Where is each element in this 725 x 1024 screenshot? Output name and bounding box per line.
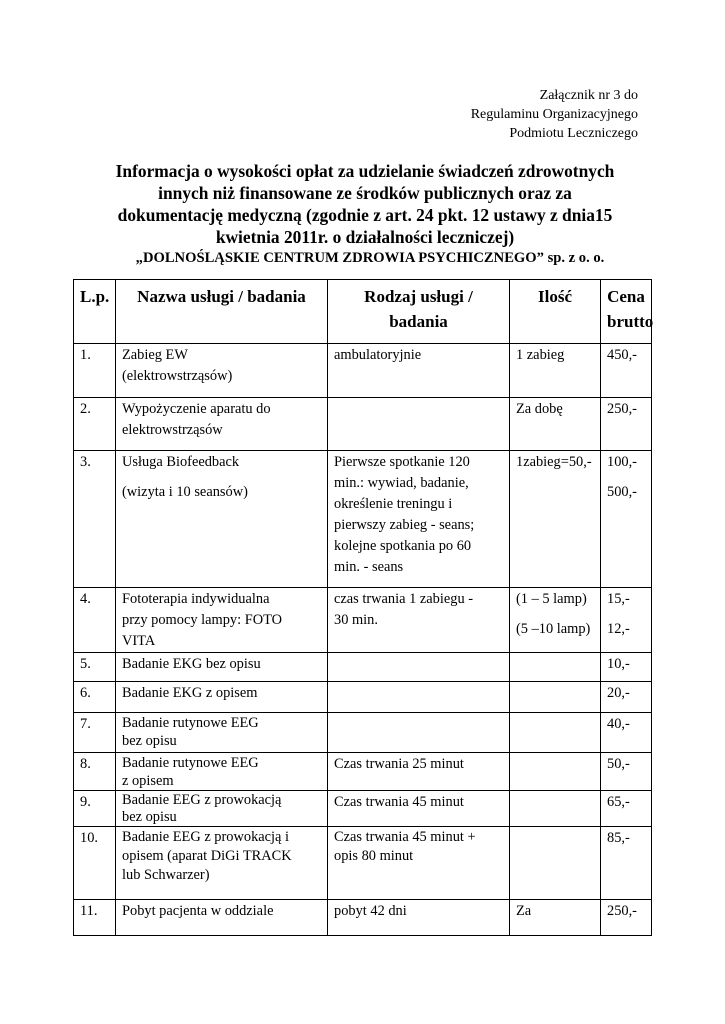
cell-price-line: 500,- <box>607 484 637 500</box>
cell-lp: 11. <box>74 900 116 936</box>
cell-price: 10,- <box>601 653 652 682</box>
cell-price-line: 15,- <box>607 591 630 607</box>
cell-qty <box>510 753 601 791</box>
table-row <box>74 451 652 588</box>
cell-qty-line: (1 – 5 lamp) <box>516 591 587 607</box>
table-row <box>74 588 652 653</box>
cell-price-line: 12,- <box>607 621 630 637</box>
cell-lp: 7. <box>74 713 116 753</box>
cell-type <box>328 653 510 682</box>
cell-lp: 3. <box>74 451 116 588</box>
cell-qty <box>510 827 601 900</box>
header-lp: L.p. <box>74 280 116 344</box>
cell-name: Badanie EEG z prowokacją i opisem (aparat DiGi TRACK lub Schwarzer) <box>116 827 328 900</box>
cell-name <box>116 344 328 398</box>
cell-name: Badanie rutynowe EEG bez opisu <box>116 713 328 753</box>
cell-name: Fototerapia indywidualna przy pomocy lampy: FOTO VITA <box>116 588 328 653</box>
cell-lp: 10. <box>74 827 116 900</box>
table-row <box>74 900 652 936</box>
table-row <box>74 827 652 900</box>
cell-type <box>328 398 510 451</box>
cell-name <box>116 451 328 588</box>
cell-price <box>601 451 652 588</box>
cell-name-line: Wypożyczenie aparatu do <box>122 401 271 417</box>
cell-name: Badanie rutynowe EEG z opisem <box>116 753 328 791</box>
cell-name: Badanie EKG z opisem <box>116 682 328 713</box>
table-row <box>74 791 652 827</box>
header-type <box>328 280 510 344</box>
cell-qty: 1 zabieg <box>510 344 601 398</box>
header-price-line: Cena <box>607 287 645 306</box>
cell-type: czas trwania 1 zabiegu - 30 min. <box>328 588 510 653</box>
header-price <box>601 280 652 344</box>
header-qty: Ilość <box>510 280 601 344</box>
cell-price: 65,- <box>601 791 652 827</box>
cell-type <box>328 682 510 713</box>
title-line: Informacja o wysokości opłat za udzielanie świadczeń zdrowotnych <box>115 161 615 181</box>
fees-table <box>73 279 652 936</box>
cell-type: Czas trwania 25 minut <box>328 753 510 791</box>
title-line: dokumentację medyczną (zgodnie z art. 24 pkt. 12 ustawy z dnia15 <box>117 205 613 225</box>
cell-name-line: Usługa Biofeedback <box>122 454 240 470</box>
cell-name: Badanie EKG bez opisu <box>116 653 328 682</box>
cell-name-line: (wizyta i 10 seansów) <box>122 484 248 500</box>
cell-qty <box>510 682 601 713</box>
cell-name <box>116 398 328 451</box>
cell-price: 50,- <box>601 753 652 791</box>
cell-price: 85,- <box>601 827 652 900</box>
cell-price: 250,- <box>601 900 652 936</box>
cell-qty <box>510 791 601 827</box>
cell-price: 450,- <box>601 344 652 398</box>
cell-name: Pobyt pacjenta w oddziale <box>116 900 328 936</box>
table-header-row <box>74 280 652 344</box>
cell-qty <box>510 713 601 753</box>
cell-type: Czas trwania 45 minut + opis 80 minut <box>328 827 510 900</box>
cell-name-line: elektrowstrząsów <box>122 422 223 438</box>
cell-qty-line: (5 –10 lamp) <box>516 621 591 637</box>
annex-line: Podmiotu Leczniczego <box>509 126 638 141</box>
header-name: Nazwa usługi / badania <box>116 280 328 344</box>
cell-lp: 4. <box>74 588 116 653</box>
cell-name-line: Zabieg EW <box>122 347 188 363</box>
table-row <box>74 682 652 713</box>
cell-lp: 6. <box>74 682 116 713</box>
header-type-line: badania <box>389 312 448 331</box>
cell-qty: Za dobę <box>510 398 601 451</box>
annex-line: Regulaminu Organizacyjnego <box>470 107 638 122</box>
title-line: kwietnia 2011r. o działalności leczniczej) <box>215 227 515 247</box>
cell-type: ambulatoryjnie <box>328 344 510 398</box>
cell-lp: 8. <box>74 753 116 791</box>
cell-type <box>328 713 510 753</box>
table-row <box>74 653 652 682</box>
table-row <box>74 398 652 451</box>
cell-type: Czas trwania 45 minut <box>328 791 510 827</box>
cell-lp: 9. <box>74 791 116 827</box>
table-row <box>74 344 652 398</box>
cell-lp: 5. <box>74 653 116 682</box>
cell-name-line: (elektrowstrząsów) <box>122 368 233 384</box>
cell-type: pobyt 42 dni <box>328 900 510 936</box>
annex-note <box>471 86 638 143</box>
cell-name: Badanie EEG z prowokacją bez opisu <box>116 791 328 827</box>
document-title <box>80 160 650 248</box>
header-price-line: brutto <box>607 312 654 331</box>
title-line: innych niż finansowane ze środków publicznych oraz za <box>158 183 572 203</box>
cell-price: 20,- <box>601 682 652 713</box>
table-row <box>74 753 652 791</box>
institution-name: „DOLNOŚLĄSKIE CENTRUM ZDROWIA PSYCHICZNEGO” sp. z o. o. <box>135 250 605 266</box>
cell-qty <box>510 588 601 653</box>
cell-lp: 1. <box>74 344 116 398</box>
cell-price-line: 100,- <box>607 454 637 470</box>
table-row <box>74 713 652 753</box>
cell-type: Pierwsze spotkanie 120 min.: wywiad, badanie, określenie treningu i pierwszy zabieg - seans; kolejne spotkania po 60 min. - seans <box>328 451 510 588</box>
cell-qty <box>510 653 601 682</box>
cell-lp: 2. <box>74 398 116 451</box>
header-type-line: Rodzaj usługi / <box>364 287 473 306</box>
cell-price: 250,- <box>601 398 652 451</box>
annex-line: Załącznik nr 3 do <box>539 88 638 103</box>
cell-qty: Za <box>510 900 601 936</box>
cell-price <box>601 588 652 653</box>
cell-price: 40,- <box>601 713 652 753</box>
cell-qty: 1zabieg=50,- <box>510 451 601 588</box>
